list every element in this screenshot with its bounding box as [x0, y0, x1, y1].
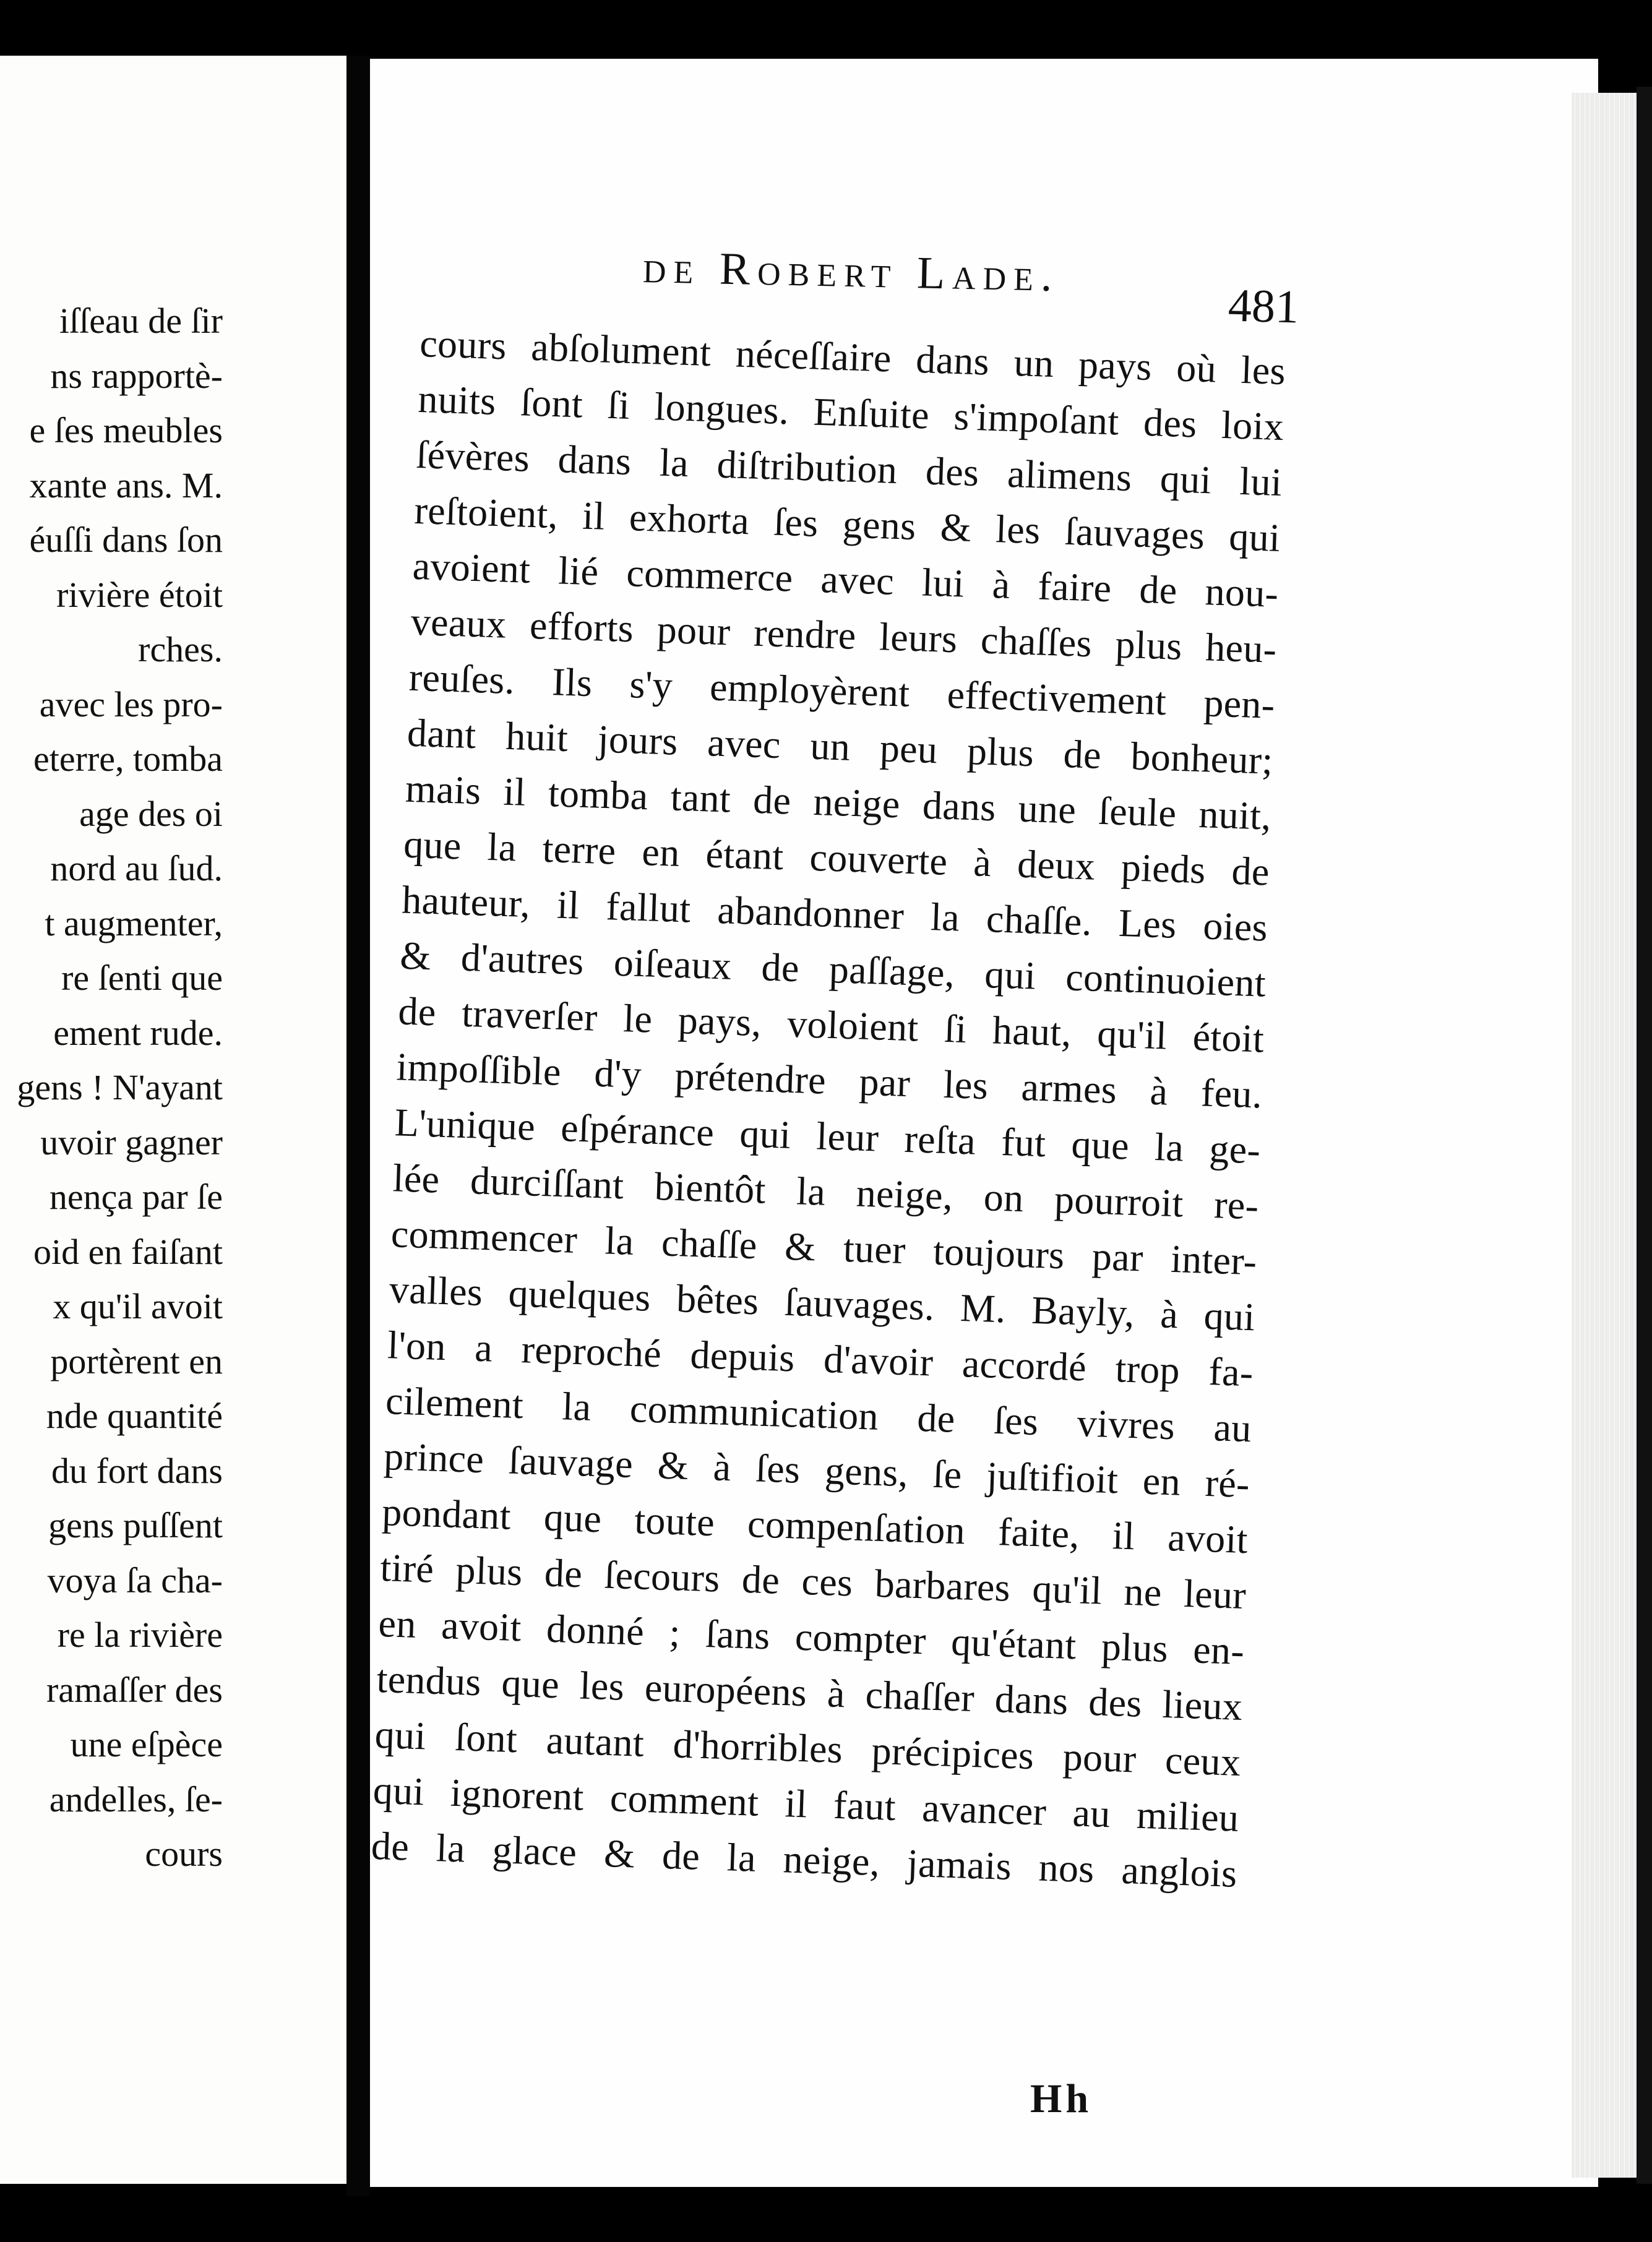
text-line: L'unique eſpérance qui leur reſta fut que la ge-: [394, 1100, 1262, 1172]
text-line: reſtoient, il exhorta ſes gens & les ſauvages qui: [413, 487, 1281, 560]
left-page-line: ramaſſer des: [46, 1669, 223, 1710]
text-line: veaux efforts pour rendre leurs chaſſes plus heu-: [410, 599, 1278, 671]
text-line: prince ſauvage & à ſes gens, ſe juſtifioit en ré-: [383, 1434, 1250, 1506]
left-facing-page: [0, 56, 346, 2184]
signature-mark: Hh: [1030, 2076, 1093, 2121]
left-page-line: oid en faiſant: [33, 1231, 223, 1272]
left-page-line: avec les pro-: [39, 684, 223, 724]
left-page-line: portèrent en: [50, 1341, 223, 1381]
left-page-line: re ſenti que: [61, 958, 223, 998]
left-page-line: nord au ſud.: [50, 848, 223, 888]
left-page-line: t augmenter,: [45, 903, 223, 943]
left-page-line: cours: [145, 1834, 223, 1874]
text-line: de la glace & de la neige, jamais nos anglois: [370, 1823, 1238, 1896]
running-head: de Robert Lade.: [642, 241, 1060, 302]
text-line: cilement la communication de ſes vivres au: [385, 1378, 1252, 1451]
left-page-line: age des oi: [79, 793, 223, 834]
book-gutter: [346, 56, 370, 2196]
text-line: impoſſible d'y prétendre par les armes à feu.: [395, 1044, 1263, 1117]
left-page-line: iſſeau de ſir: [59, 301, 223, 341]
page-edges-shadow: [1637, 87, 1652, 2184]
left-page-line: rivière étoit: [56, 574, 223, 615]
left-page-line: xante ans. M.: [29, 465, 223, 505]
body-text: [371, 316, 1287, 1902]
left-page-line: voya ſa cha-: [47, 1560, 223, 1600]
left-page-line: ns rapportè-: [50, 355, 223, 396]
page-number: 481: [1227, 279, 1300, 333]
text-line: lée durciſſant bientôt la neige, on pourroit re-: [392, 1156, 1260, 1228]
left-page-line: andelles, ſe-: [49, 1779, 223, 1819]
text-line: commencer la chaſſe & tuer toujours par inter-: [390, 1211, 1258, 1284]
page-edges: [1572, 93, 1637, 2178]
left-page-line: du fort dans: [51, 1450, 223, 1491]
left-page-line: gens ! N'ayant: [17, 1067, 223, 1107]
left-page-line: re la rivière: [57, 1615, 223, 1655]
text-line: reuſes. Ils s'y employèrent effectivement pen-: [408, 655, 1276, 727]
text-line: que la terre en étant couverte à deux pieds de: [403, 822, 1270, 894]
left-page-line: nença par ſe: [49, 1177, 223, 1217]
left-page-line: éuſſi dans ſon: [29, 520, 223, 560]
text-line: pondant que toute compenſation faite, il avoit: [381, 1490, 1249, 1562]
text-line: en avoit donné ; ſans compter qu'étant plus en-: [377, 1600, 1245, 1673]
text-line: cours abſolument néceſſaire dans un pays où les: [419, 320, 1286, 393]
text-line: qui ſont autant d'horribles précipices pour ceux: [374, 1712, 1242, 1784]
left-page-line: nde quantité: [46, 1396, 223, 1436]
left-page-line: eterre, tomba: [33, 739, 223, 779]
left-page-line: gens puſſent: [48, 1505, 223, 1545]
text-line: valles quelques bêtes ſauvages. M. Bayly, à qui: [389, 1267, 1256, 1339]
text-line: avoient lié commerce avec lui à faire de nou-: [411, 543, 1280, 616]
text-line: hauteur, il fallut abandonner la chaſſe. Les oies: [401, 877, 1268, 950]
text-line: l'on a reproché depuis d'avoir accordé trop fa-: [387, 1323, 1254, 1395]
text-line: dant huit jours avec un peu plus de bonheur;: [407, 710, 1274, 783]
left-page-line: e ſes meubles: [29, 410, 223, 450]
text-line: tendus que les européens à chaſſer dans des lieux: [376, 1656, 1244, 1729]
text-line: ſévères dans la diſtribution des alimens qui lui: [415, 432, 1283, 505]
text-line: mais il tomba tant de neige dans une ſeule nuit,: [405, 766, 1272, 838]
text-line: tiré plus de ſecours de ces barbares qu'il ne leur: [379, 1545, 1247, 1618]
left-page-line: une eſpèce: [70, 1724, 223, 1764]
left-page-line: rches.: [138, 629, 223, 669]
left-page-line: ement rude.: [53, 1012, 223, 1053]
left-page-line: x qu'il avoit: [53, 1286, 223, 1326]
text-line: de traverſer le pays, voloient ſi haut, qu'il étoit: [397, 989, 1265, 1061]
left-page-line: uvoir gagner: [40, 1122, 223, 1162]
text-line: nuits ſont ſi longues. Enſuite s'impoſant des loix: [417, 376, 1285, 449]
text-line: qui ignorent comment il faut avancer au milieu: [372, 1767, 1240, 1840]
text-line: & d'autres oiſeaux de paſſage, qui continuoient: [399, 933, 1267, 1005]
